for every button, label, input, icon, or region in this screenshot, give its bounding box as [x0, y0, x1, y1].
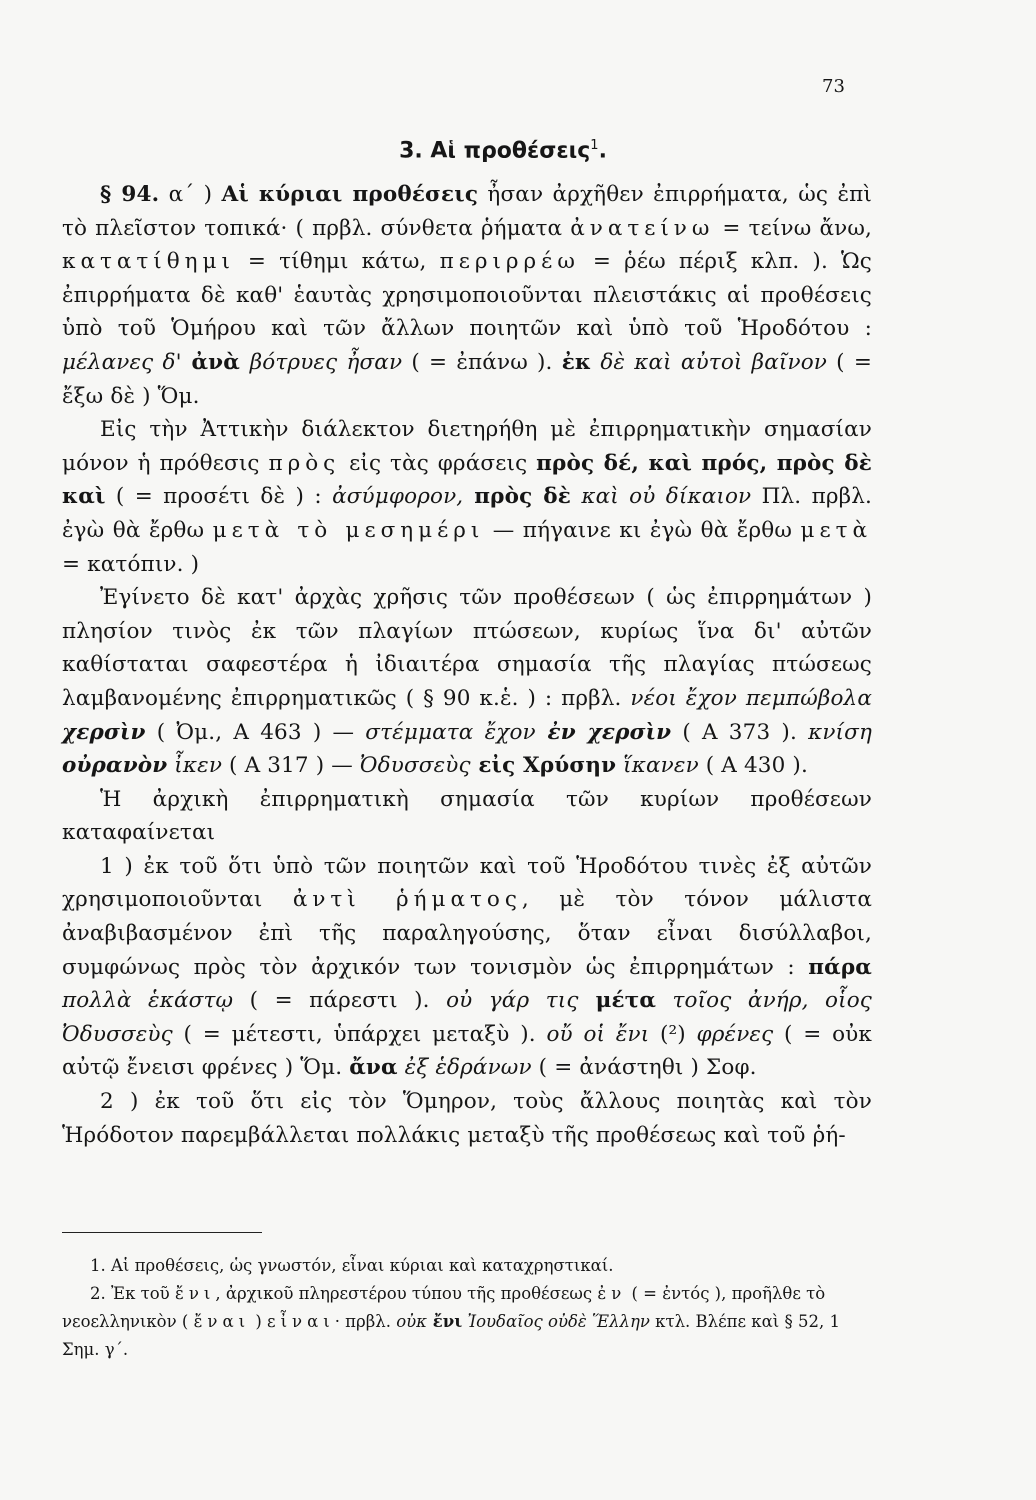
text-italic: οὔ οἱ ἔνι — [546, 1021, 650, 1047]
text-bold: πρὸς δέ, καὶ πρός, πρὸς δὲ καὶ — [62, 450, 872, 510]
text-bold: ἄνα — [349, 1055, 398, 1081]
text: · πρβλ. — [334, 1312, 397, 1331]
text-bold: Αἱ κύριαι προθέσεις — [221, 182, 479, 207]
text-italic: βότρυες ἦσαν — [249, 349, 403, 375]
heading-title: 3. Αἱ προθέσεις — [399, 138, 591, 164]
section-heading — [0, 138, 1036, 163]
text-bold: ἔνι — [427, 1312, 463, 1331]
text: Εἰς τὴν Ἀττικὴν διάλεκτον διετηρήθη μὲ ἐπιρρηματικὴν σημασίαν μόνον ἡ πρόθεσις — [62, 417, 872, 476]
text: — πήγαινε κι ἐγὼ θὰ ἔρθω — [484, 517, 801, 543]
text: 1 ) ἐκ τοῦ ὅτι ὑπὸ τῶν ποιητῶν καὶ τοῦ Ἡροδότου τινὲς ἐξ αὐτῶν χρησιμοποιοῦνται — [62, 853, 872, 913]
text: = τείνω ἄνω, — [714, 215, 872, 241]
text-spaced: μετὰ — [800, 517, 872, 543]
page-number: 73 — [822, 76, 845, 97]
text: ( Ὀμ., Α 463 ) — — [145, 719, 366, 745]
text-bold: πρὸς δὲ — [463, 484, 572, 510]
text: (²) — [649, 1021, 697, 1047]
text-italic: ἶκεν — [167, 753, 223, 779]
text: ( Α 430 ). — [698, 753, 808, 779]
text-italic: πολλὰ ἑκάστῳ — [62, 988, 234, 1014]
text: α΄ ) — [159, 182, 222, 207]
text-italic: κνίση — [808, 719, 872, 745]
text: 2. Ἐκ τοῦ — [90, 1284, 175, 1303]
text: = τίθημι κάτω, — [234, 249, 440, 275]
text-italic: καὶ οὐ δίκαιον — [571, 484, 752, 510]
text: ἦσαν ἀρχῆθεν ἐπιρρήματα, ὡς ἐπὶ τὸ πλεῖστον τοπικά· ( πρβλ. σύνθετα ῥήματα — [62, 182, 872, 241]
footnotes — [62, 1252, 872, 1364]
text-spaced: ἔνι — [174, 1284, 216, 1303]
text-spaced: ἐν — [597, 1284, 627, 1303]
footnote-marker: 1 — [590, 138, 599, 153]
text-spaced: πρὸς — [268, 450, 341, 476]
text-bold: μέτα — [578, 988, 657, 1014]
text: ( = οὐκ αὐτῷ ἔνεισι φρένες ) Ὅμ. — [62, 1021, 872, 1081]
text: ( Α 373 ). — [671, 719, 809, 745]
text: ( = μέτεστι, ὑπάρχει μεταξὺ ). — [172, 1021, 547, 1047]
text-bold: εἰς Χρύσην — [470, 753, 617, 779]
text: ( = πάρεστι ). — [233, 988, 447, 1014]
text-italic: ἐξ ἑδράνων — [397, 1055, 532, 1081]
paragraph-attic — [62, 413, 872, 581]
text-bold-italic: ἐν χερσὶν — [535, 719, 672, 745]
text-spaced: κατατίθημι — [62, 249, 235, 275]
body-text — [62, 178, 872, 1152]
text-italic: Ὀδυσσεὺς — [359, 753, 471, 779]
text-italic: Ἰουδαῖος οὐδὲ Ἕλλην — [462, 1312, 650, 1331]
text-italic: νέοι ἔχον πεμπώβολα — [630, 685, 872, 711]
text: ( = προσέτι δὲ ) : — [105, 484, 333, 510]
text-italic: οὐκ — [396, 1312, 428, 1331]
text-bold: ἐκ — [561, 349, 592, 375]
paragraph-usage — [62, 581, 872, 783]
text: ( Α 317 ) — — [222, 753, 360, 779]
text-spaced: ἀνατείνω — [570, 215, 715, 241]
text: 1. Αἱ προθέσεις, ὡς γνωστόν, εἶναι κύριαι καὶ καταχρηστικαί. — [90, 1256, 614, 1275]
text-italic: ἵκανεν — [616, 753, 699, 779]
text: Ἡ ἀρχικὴ ἐπιρρηματικὴ σημασία τῶν κυρίων προθέσεων καταφαίνεται — [62, 786, 872, 846]
paragraph-meaning — [62, 783, 872, 850]
text-bold-italic: χερσὶν — [62, 719, 146, 745]
text: ) — [250, 1312, 268, 1331]
text: , ἀρχικοῦ πληρεστέρου τύπου τῆς προθέσεως — [215, 1284, 598, 1303]
heading-suffix: . — [598, 138, 607, 164]
text: ( = ἐπάνω ). — [402, 349, 562, 375]
text: = κατόπιν. ) — [62, 551, 200, 577]
text-italic: στέμματα ἔχον — [365, 719, 536, 745]
text: ( = ἐντός ), προῆλθε τὸ νεοελληνικὸν ( — [62, 1284, 826, 1331]
paragraph-94 — [62, 178, 872, 413]
section-number: § 94. — [100, 182, 160, 207]
text: , μὲ τὸν τόνον μάλιστα ἀναβιβασμένον ἐπὶ τῆς παραληγούσης, ὅταν εἶναι δισύλλαβοι, συμφώνως πρὸς τὸν ἀρχικόν των τονισμὸν ὡς ἐπιρρημάτων : — [62, 887, 873, 980]
text: Πλ. πρβλ. ἐγὼ θὰ ἔρθω — [62, 484, 872, 543]
text: = ῥέω πέριξ κλπ. ). Ὡς ἐπιρρήματα δὲ καθ' ἑαυτὰς χρησιμοποιοῦνται πλειστάκις αἱ προθέσεις ὑπὸ τοῦ Ὁμήρου καὶ τῶν ἄλλων ποιητῶν καὶ ὑπὸ τοῦ Ἡροδότου : — [62, 249, 872, 342]
text-bold: πάρα — [808, 954, 872, 980]
text-italic: ἀσύμφορον, — [332, 484, 464, 510]
text-italic: δὲ καὶ αὐτοὶ βαῖνον — [591, 349, 828, 375]
paragraph-point-1 — [62, 850, 872, 1085]
text-bold-italic: οὐρανὸν — [62, 753, 168, 779]
text-italic: τοῖος ἀνήρ, οἷος Ὀδυσσεὺς — [62, 988, 872, 1047]
text-italic: φρένες — [696, 1021, 774, 1047]
text-italic: μέλανες δ' — [62, 349, 182, 375]
text-spaced: ἔναι — [193, 1312, 251, 1331]
text: εἰς τὰς φράσεις — [340, 450, 537, 476]
text-spaced: περιρρέω — [439, 249, 580, 275]
text: κτλ. Βλέπε καὶ § 52, 1 Σημ. γ΄. — [62, 1312, 840, 1359]
text: ( = ἔξω δὲ ) Ὅμ. — [62, 349, 873, 409]
text-bold: ἀνὰ — [181, 349, 250, 375]
text-spaced: εἶναι — [267, 1312, 335, 1331]
text-italic: οὐ γάρ τις — [446, 988, 579, 1014]
paragraph-point-2 — [62, 1085, 872, 1152]
text: 2 ) ἐκ τοῦ ὅτι εἰς τὸν Ὅμηρον, τοὺς ἄλλους ποιητὰς καὶ τὸν Ἡρόδοτον παρεμβάλλεται πολλάκις μεταξὺ τῆς προθέσεως καὶ τοῦ ῥή- — [62, 1089, 872, 1148]
footnote-divider — [62, 1232, 262, 1233]
text-spaced: ἀντὶ ῥήματος — [292, 887, 522, 913]
text: ( = ἀνάστηθι ) Σοφ. — [531, 1055, 757, 1081]
footnote-2 — [62, 1280, 872, 1364]
text: Ἐγίνετο δὲ κατ' ἀρχὰς χρῆσις τῶν προθέσεων ( ὡς ἐπιρρημάτων ) πλησίον τινὸς ἐκ τῶν πλαγίων πτώσεων, κυρίως ἵνα δι' αὐτῶν καθίσταται σαφεστέρα ἡ ἰδιαιτέρα σημασία τῆς πλαγίας πτώσεως λαμβανομένης ἐπιρρηματικῶς ( § 90 κ.ἑ. ) : πρβλ. — [62, 585, 872, 711]
footnote-1 — [62, 1252, 872, 1280]
text-spaced: μετὰ τὸ μεσημέρι — [212, 517, 485, 543]
